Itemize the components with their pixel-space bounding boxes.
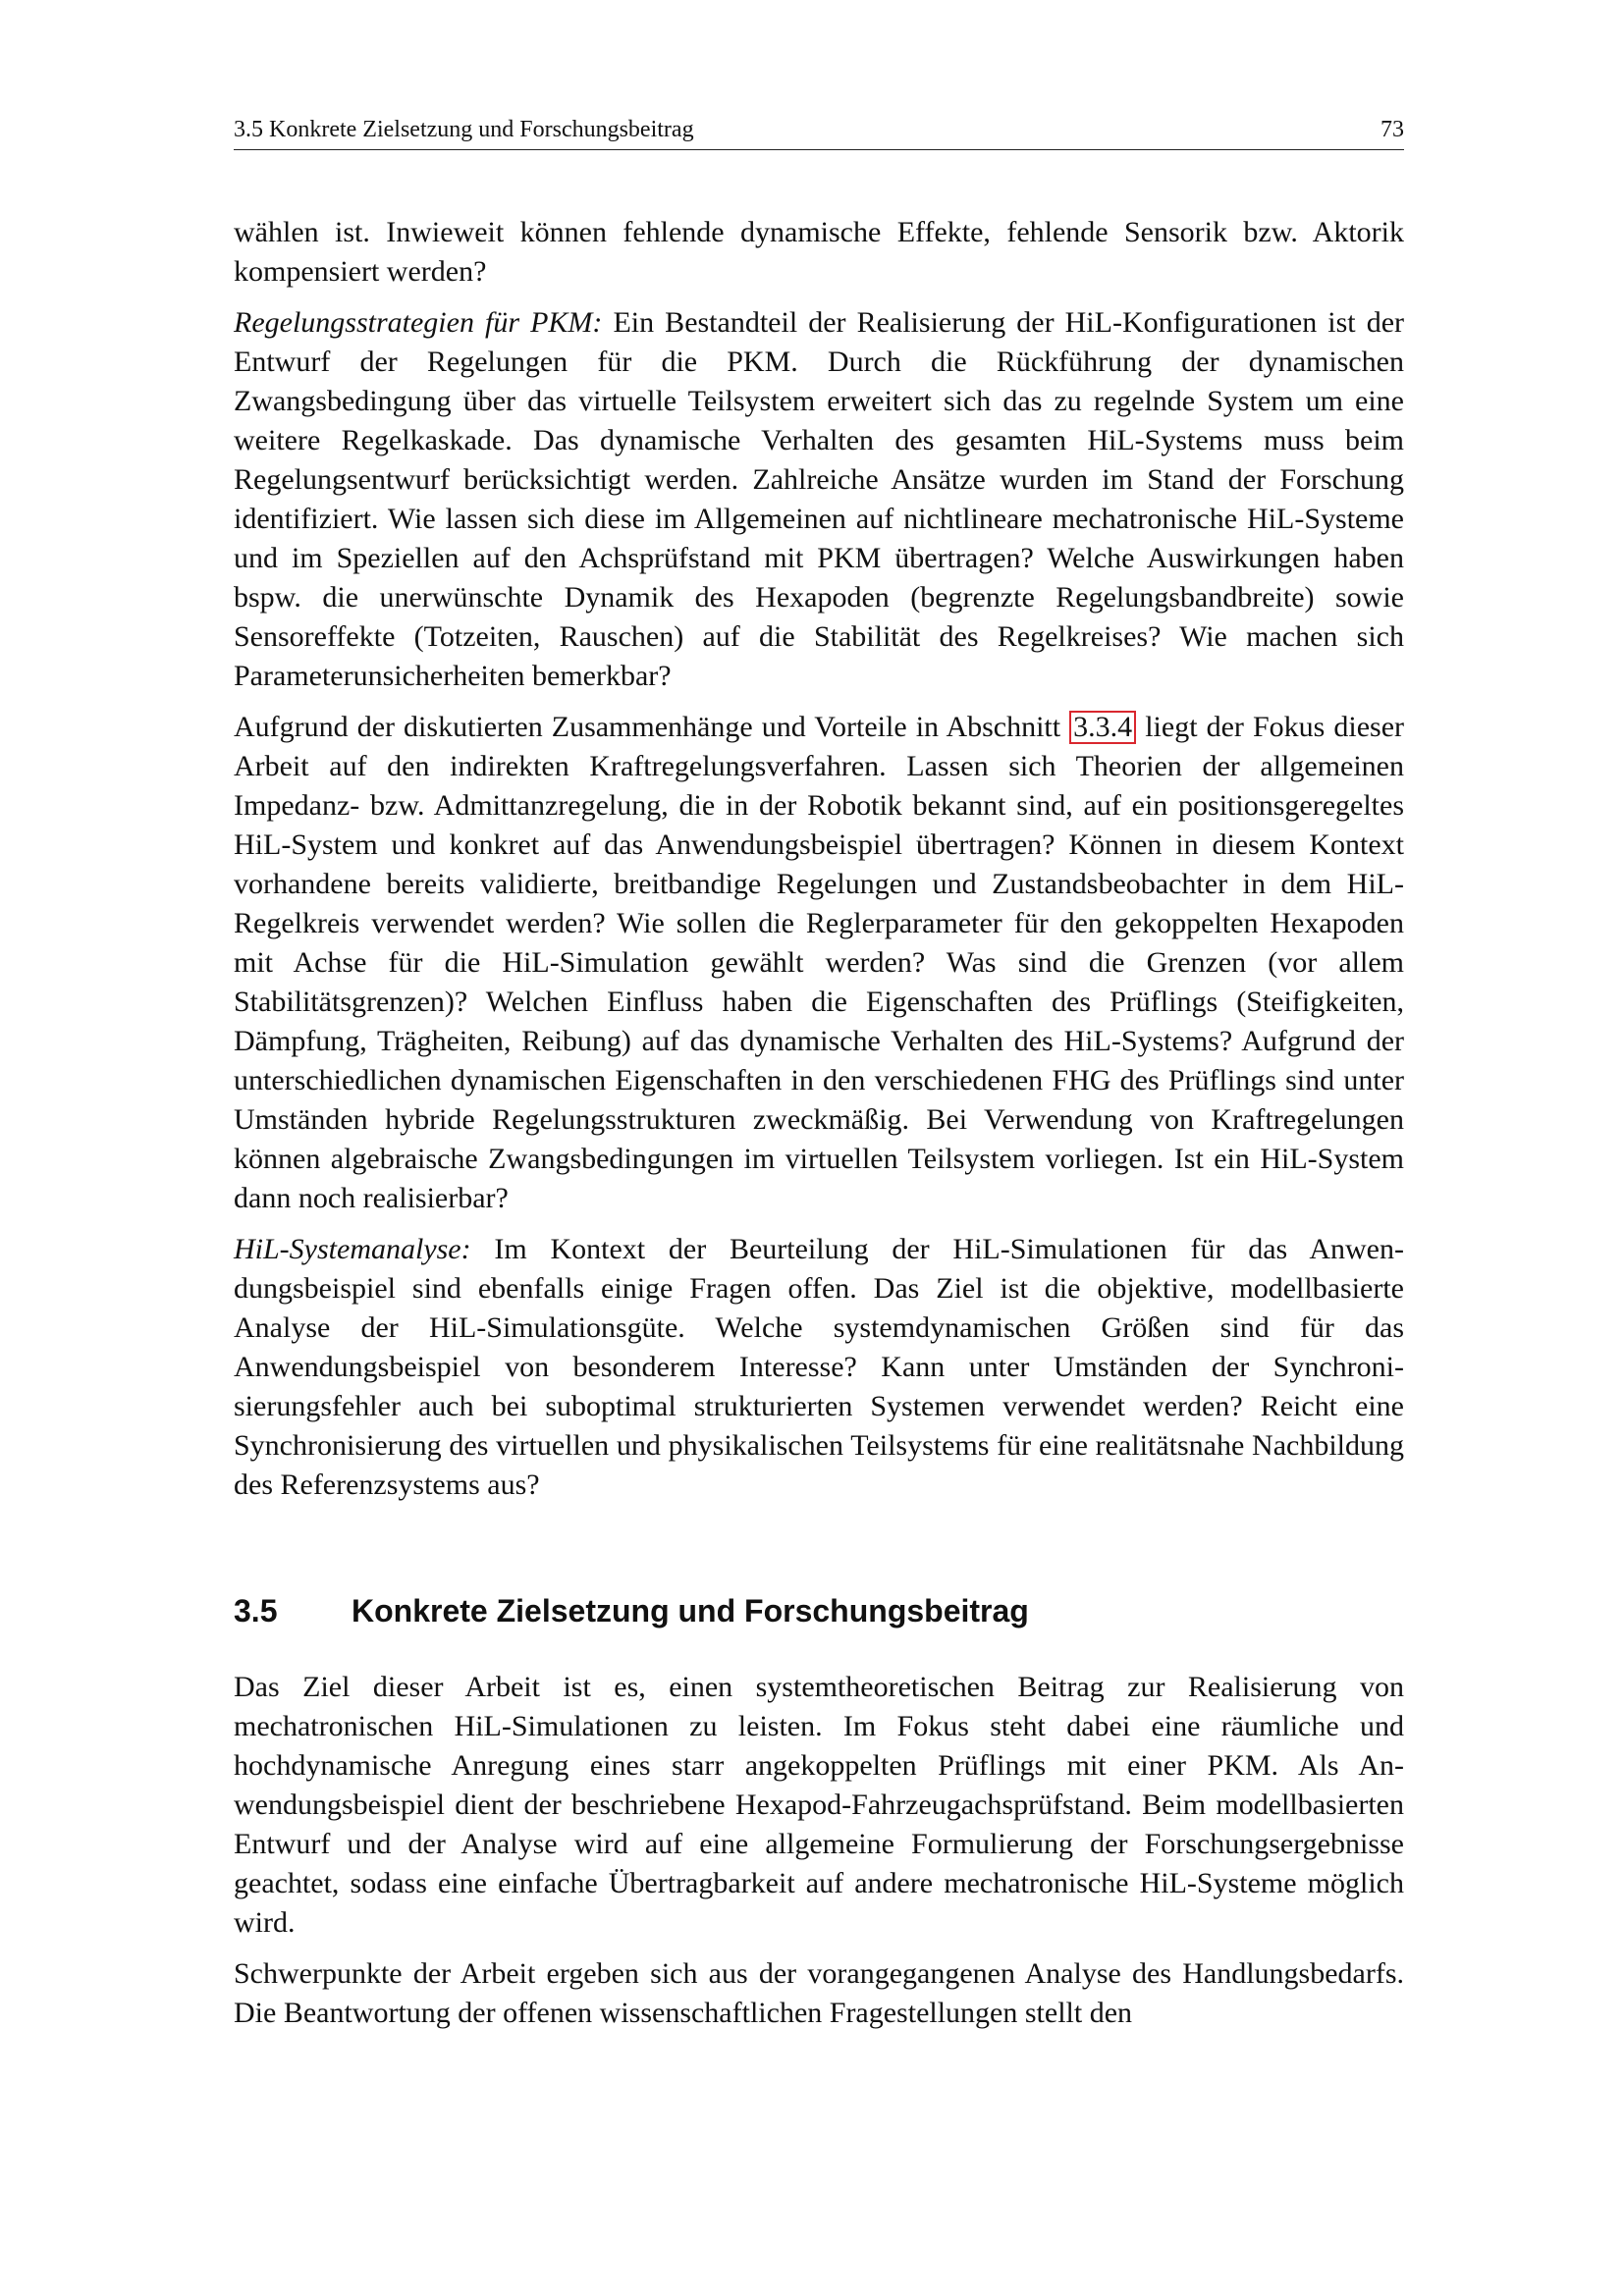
lead-in-system-analysis: HiL-Systemanalyse: bbox=[234, 1233, 471, 1265]
paragraph-force-control-text-after: liegt der Fokus dieser Arbeit auf den indirekten Kraftregelungsverfahren. Lassen sich Theorien der allgemeinen Impedanz- bzw. Admittanzregelung, die in der Robotik bekannt sind, auf ein positionsgeregeltes HiL-System und konkret auf das Anwendungsbeispiel übertragen? Können in diesem Kontext vorhandene bereits validierte, breitbandige Regelungen und Zustandsbeobachter in dem HiL-Regelkreis verwendet werden? Wie sollen die Reglerparameter für den gekoppelten Hexapoden mit Achse für die HiL-Simulation gewählt werden? Was sind die Grenzen (vor allem Stabilitätsgrenzen)? Welchen Einfluss haben die Eigenschaften des Prüflings (Steifigkeiten, Dämpfung, Trägheiten, Reibung) auf das dynamische Verhalten des HiL-Systems? Aufgrund der unterschiedlichen dynamischen Eigenschaften in den verschiedenen FHG des Prüflings sind unter Umständen hybride Regelungsstrukturen zweckmäßig. Bei Verwendung von Kraftregelungen können algebraische Zwangsbedingungen im virtuellen Teilsystem vorliegen. Ist ein HiL-System dann noch realisierbar? bbox=[234, 711, 1404, 1214]
page bbox=[234, 110, 1404, 2045]
paragraph-system-analysis-text: Im Kontext der Beurteilung der HiL-Simulationen für das Anwendungsbeispiel sind ebenfalls einige Fragen offen. Das Ziel ist die objektive, modellbasierte Analyse der HiL-Simulationsgüte. Welche systemdynamischen Größen sind für das Anwendungsbeispiel von besonderem Interesse? Kann unter Umständen der Synchronisierungsfehler auch bei suboptimal strukturierten Systemen verwendet werden? Reicht eine Synchronisierung des virtuellen und physikalischen Teilsystems für eine realitätsnahe Nachbildung des Referenzsystems aus? bbox=[234, 1233, 1404, 1501]
section-heading bbox=[234, 1589, 1404, 1632]
paragraph-force-control bbox=[234, 708, 1404, 1218]
page-number: 73 bbox=[1380, 117, 1404, 142]
running-header-title: 3.5 Konkrete Zielsetzung und Forschungsbeitrag bbox=[234, 117, 694, 142]
paragraph-objective: Das Ziel dieser Arbeit ist es, einen systemtheoretischen Beitrag zur Realisierung von mechatronischen HiL-Simulationen zu leisten. Im Fokus steht dabei eine räumliche und hochdynamische Anregung eines starr angekoppelten Prüflings mit einer PKM. Als Anwendungsbeispiel dient der beschriebene Hexapod-Fahrzeugachsprüfstand. Beim modellbasierten Entwurf und der Analyse wird auf eine allgemeine Formulierung der Forschungsergebnisse geachtet, sodass eine einfache Übertragbarkeit auf andere mechatronische HiL-Systeme möglich wird. bbox=[234, 1671, 1404, 1939]
paragraph-control-strategies bbox=[234, 303, 1404, 696]
paragraph-force-control-text-before: Aufgrund der diskutierten Zusammenhänge und Vorteile in Abschnitt bbox=[234, 711, 1070, 743]
paragraph-continuation: wählen ist. Inwieweit können fehlende dynamische Effekte, fehlende Sensorik bzw. Aktorik kompensiert werden? bbox=[234, 216, 1404, 288]
paragraph-control-strategies-text: Ein Bestandteil der Realisierung der HiL-Konfigurationen ist der Entwurf der Regelungen für die PKM. Durch die Rückführung der dynamischen Zwangsbedingung über das virtuelle Teilsystem erweitert sich das zu regelnde System um eine weitere Regelkaskade. Das dynamische Verhalten des gesamten HiL-Systems muss beim Regelungsentwurf berücksichtigt werden. Zahlreiche Ansätze wurden im Stand der Forschung identifiziert. Wie lassen sich diese im Allgemeinen auf nichtlineare mechatronische HiL-Systeme und im Speziellen auf den Achsprüfstand mit PKM übertragen? Welche Auswirkungen haben bspw. die unerwünschte Dynamik des Hexapoden (begrenzte Regelungsbandbreite) sowie Sensoreffekte (Totzeiten, Rauschen) auf die Stabilität des Regelkreises? Wie machen sich Parameterunsicherheiten bemerkbar? bbox=[234, 306, 1404, 692]
section-reference-link[interactable]: 3.3.4 bbox=[1069, 711, 1136, 744]
paragraph-focus: Schwerpunkte der Arbeit ergeben sich aus der vorangegangenen Analyse des Handlungsbedarfs. Die Beantwortung der offenen wissenschaftlichen Fragestellungen stellt den bbox=[234, 1957, 1404, 2029]
lead-in-control-strategies: Regelungsstrategien für PKM: bbox=[234, 306, 603, 339]
body-text bbox=[234, 213, 1404, 2033]
running-header bbox=[234, 110, 1404, 150]
section-number: 3.5 bbox=[234, 1593, 278, 1629]
section-title: Konkrete Zielsetzung und Forschungsbeitrag bbox=[352, 1593, 1029, 1629]
paragraph-system-analysis bbox=[234, 1230, 1404, 1505]
